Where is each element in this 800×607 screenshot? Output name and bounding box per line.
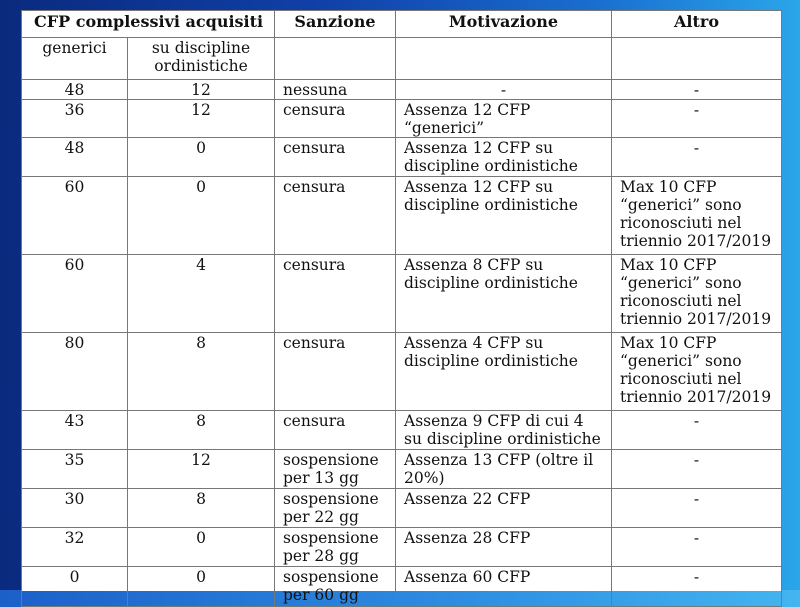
cell-sanzione: sospensione per 28 gg	[275, 528, 396, 567]
cell-motivazione: -	[396, 80, 612, 100]
cell-altro: Max 10 CFP “generici” sono riconosciuti nel triennio 2017/2019	[612, 333, 782, 411]
table-row	[22, 100, 782, 138]
cell-ordinistiche: 0	[128, 177, 275, 255]
cell-ordinistiche: 12	[128, 450, 275, 489]
header-row	[22, 11, 782, 38]
table-row	[22, 411, 782, 450]
cell-altro: Max 10 CFP “generici” sono riconosciuti nel triennio 2017/2019	[612, 177, 782, 255]
cell-generici: 30	[22, 489, 128, 528]
subheader-row	[22, 38, 782, 80]
cell-generici: 80	[22, 333, 128, 411]
cell-motivazione: Assenza 12 CFP su discipline ordinistiche	[396, 177, 612, 255]
cell-sanzione: censura	[275, 100, 396, 138]
cell-motivazione: Assenza 12 CFP su discipline ordinistiche	[396, 138, 612, 177]
cell-generici: 32	[22, 528, 128, 567]
cell-ordinistiche: 8	[128, 333, 275, 411]
cell-sanzione: sospensione per 22 gg	[275, 489, 396, 528]
cell-generici: 35	[22, 450, 128, 489]
cell-sanzione: censura	[275, 411, 396, 450]
cell-ordinistiche: 0	[128, 528, 275, 567]
cell-motivazione: Assenza 13 CFP (oltre il 20%)	[396, 450, 612, 489]
header-motivazione: Motivazione	[396, 11, 612, 38]
table-row	[22, 528, 782, 567]
cell-generici: 48	[22, 80, 128, 100]
table-row	[22, 567, 782, 607]
table-row	[22, 177, 782, 255]
cell-motivazione: Assenza 60 CFP	[396, 567, 612, 607]
cell-ordinistiche: 8	[128, 411, 275, 450]
cell-motivazione: Assenza 8 CFP su discipline ordinistiche	[396, 255, 612, 333]
cell-ordinistiche: 4	[128, 255, 275, 333]
cell-generici: 43	[22, 411, 128, 450]
cell-generici: 60	[22, 177, 128, 255]
cell-sanzione: nessuna	[275, 80, 396, 100]
sanctions-table	[21, 10, 782, 607]
subheader-ordinistiche: su discipline ordinistiche	[128, 38, 275, 80]
subheader-generici: generici	[22, 38, 128, 80]
cell-sanzione: sospensione per 13 gg	[275, 450, 396, 489]
table-row	[22, 333, 782, 411]
cell-altro: -	[612, 138, 782, 177]
subheader-empty-sanzione	[275, 38, 396, 80]
cell-altro: -	[612, 100, 782, 138]
cell-altro: -	[612, 450, 782, 489]
subheader-empty-altro	[612, 38, 782, 80]
cell-ordinistiche: 8	[128, 489, 275, 528]
table-row	[22, 138, 782, 177]
header-sanzione: Sanzione	[275, 11, 396, 38]
table-row	[22, 80, 782, 100]
cell-motivazione: Assenza 4 CFP su discipline ordinistiche	[396, 333, 612, 411]
cell-ordinistiche: 12	[128, 100, 275, 138]
table-row	[22, 489, 782, 528]
cell-ordinistiche: 12	[128, 80, 275, 100]
cell-sanzione: censura	[275, 138, 396, 177]
cell-altro: -	[612, 411, 782, 450]
cell-altro: -	[612, 489, 782, 528]
cell-ordinistiche: 0	[128, 138, 275, 177]
cell-generici: 0	[22, 567, 128, 607]
header-altro: Altro	[612, 11, 782, 38]
cell-sanzione: censura	[275, 255, 396, 333]
subheader-empty-motivazione	[396, 38, 612, 80]
header-cfp-acquisiti: CFP complessivi acquisiti	[22, 11, 275, 38]
cell-altro: -	[612, 80, 782, 100]
cell-generici: 36	[22, 100, 128, 138]
cell-altro: -	[612, 567, 782, 607]
cell-motivazione: Assenza 12 CFP “generici”	[396, 100, 612, 138]
sanctions-table-container	[21, 10, 781, 604]
cell-generici: 60	[22, 255, 128, 333]
cell-motivazione: Assenza 9 CFP di cui 4 su discipline ordinistiche	[396, 411, 612, 450]
table-row	[22, 450, 782, 489]
cell-sanzione: sospensione per 60 gg	[275, 567, 396, 607]
cell-altro: Max 10 CFP “generici” sono riconosciuti nel triennio 2017/2019	[612, 255, 782, 333]
cell-motivazione: Assenza 28 CFP	[396, 528, 612, 567]
cell-altro: -	[612, 528, 782, 567]
table-row	[22, 255, 782, 333]
cell-motivazione: Assenza 22 CFP	[396, 489, 612, 528]
cell-sanzione: censura	[275, 177, 396, 255]
cell-ordinistiche: 0	[128, 567, 275, 607]
cell-generici: 48	[22, 138, 128, 177]
cell-sanzione: censura	[275, 333, 396, 411]
